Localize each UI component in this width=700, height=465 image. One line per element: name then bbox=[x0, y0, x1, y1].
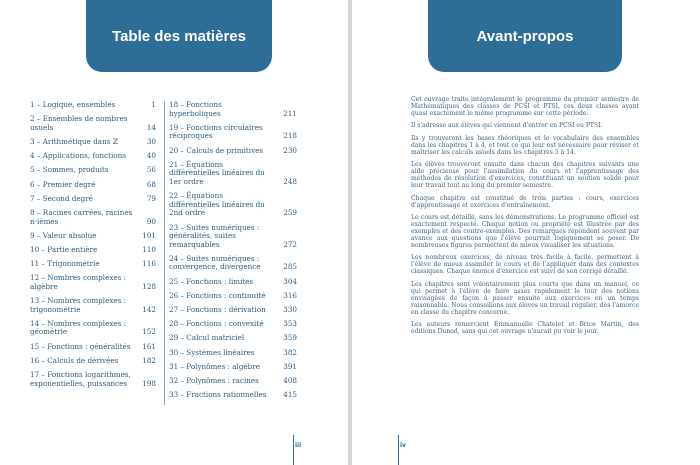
toc-entry[interactable] bbox=[169, 334, 297, 343]
toc-entry-title: 6 – Premier degré bbox=[30, 179, 96, 189]
page-number: iii bbox=[295, 442, 302, 449]
toc-entry[interactable] bbox=[30, 343, 156, 352]
toc-entry-page: 161 bbox=[142, 341, 156, 351]
toc-entry-title: 20 – Calculs de primitives bbox=[169, 145, 264, 155]
toc-entry[interactable] bbox=[30, 101, 156, 110]
toc-entry[interactable] bbox=[30, 232, 156, 241]
toc-entry-title: 21 – Équations différentielles linéaires du 1er ordre bbox=[169, 159, 265, 186]
preface-text bbox=[411, 96, 639, 341]
toc-entry-page: 90 bbox=[146, 216, 156, 226]
toc-entry-title: 7 – Second degré bbox=[30, 193, 93, 203]
toc-entry-page: 359 bbox=[283, 333, 297, 343]
toc-entry-title: 1 – Logique, ensembles bbox=[30, 100, 116, 109]
toc-entry-title: 28 – Fonctions : convexité bbox=[169, 319, 264, 329]
toc-entry-page: 230 bbox=[283, 145, 297, 155]
toc-entry-title: 2 – Ensembles de nombres usuels bbox=[30, 114, 128, 132]
toc-entry-title: 5 – Sommes, produits bbox=[30, 165, 109, 175]
toc-entry-title: 23 – Suites numériques : généralités, suites remarquables bbox=[169, 222, 260, 249]
preface-page bbox=[352, 0, 700, 465]
preface-paragraph: Cet ouvrage traite intégralement le programme du premier semestre de Mathématiques des classes de PCSI et PTSI, ces deux classes ayant quasi exactement le même programme sur cette période. bbox=[411, 96, 639, 117]
preface-paragraph: Les nombreux exercices, de niveau très facile à facile, permettent à l'élève de mieux assimiler le cours et de l'appliquer dans des contextes classiques. Chaque énoncé d'exercice est suivi de son corrigé détaillé. bbox=[411, 254, 639, 276]
toc-entry[interactable] bbox=[169, 349, 297, 358]
toc-page bbox=[0, 0, 348, 465]
toc-entry-title: 27 – Fonctions : dérivation bbox=[169, 305, 266, 315]
toc-column-2 bbox=[164, 101, 297, 405]
toc-entry-page: 182 bbox=[142, 355, 156, 365]
toc-entry-page: 211 bbox=[283, 108, 297, 118]
toc-entry-page: 415 bbox=[283, 390, 297, 400]
toc-title: Table des matières bbox=[112, 27, 246, 45]
toc-entry-page: 56 bbox=[146, 165, 156, 175]
toc-entry[interactable] bbox=[169, 224, 297, 250]
toc-entry-title: 26 – Fonctions : continuité bbox=[169, 290, 266, 300]
toc-entry-page: 40 bbox=[146, 151, 156, 161]
toc-entry-page: 101 bbox=[142, 230, 156, 240]
toc-entry-page: 116 bbox=[142, 259, 156, 269]
toc-entry[interactable] bbox=[30, 371, 156, 388]
preface-paragraph: Il s'adresse aux élèves qui viennent d'entrer en PCSI ou PTSI. bbox=[411, 122, 603, 130]
toc-entry[interactable] bbox=[169, 147, 297, 156]
toc-entry-title: 29 – Calcul matriciel bbox=[169, 333, 245, 343]
toc-entry-page: 110 bbox=[142, 244, 156, 254]
toc-entry[interactable] bbox=[30, 138, 156, 147]
toc-entry-page: 14 bbox=[146, 122, 156, 132]
toc-entry-title: 12 – Nombres complexes : algèbre bbox=[30, 273, 127, 291]
toc-entry-page: 408 bbox=[283, 375, 297, 385]
toc-entry-page: 79 bbox=[146, 193, 156, 203]
toc-entry-title: 16 – Calculs de dérivées bbox=[30, 355, 119, 365]
toc-column-1 bbox=[30, 101, 156, 394]
toc-entry-page: 68 bbox=[146, 179, 156, 189]
toc-entry-title: 32 – Polynômes : racines bbox=[169, 375, 259, 385]
toc-entry[interactable] bbox=[30, 320, 156, 337]
footer-line bbox=[398, 435, 399, 465]
toc-entry-title: 11 – Trigonométrie bbox=[30, 259, 100, 269]
preface-paragraph: Ils y trouveront les bases théoriques et le vocabulaire des ensembles dans les chapitres 1 à 4, et tout ce qui leur est nécessaire pour réviser et maîtriser les calculs usuels dans les chapitres 5 à 14. bbox=[411, 134, 639, 156]
toc-entry-page: 218 bbox=[283, 131, 297, 141]
preface-paragraph: Les auteurs remercient Emmanuelle Chatelet et Brice Martin, des éditions Dunod, sans qui cet ouvrage n'aurait pu voir le jour. bbox=[411, 321, 639, 336]
toc-entry-title: 8 – Racines carrées, racines n-ièmes bbox=[30, 207, 133, 226]
toc-entry-page: 272 bbox=[283, 239, 297, 249]
toc-entry-title: 22 – Équations différentielles linéaires du 2nd ordre bbox=[169, 191, 265, 218]
toc-entry-page: 259 bbox=[283, 208, 297, 218]
toc-entry-title: 17 – Fonctions logarithmes, exponentielles, puissances bbox=[30, 369, 131, 388]
toc-entry-page: 152 bbox=[142, 327, 156, 337]
footer-line bbox=[293, 435, 294, 465]
toc-entry[interactable] bbox=[169, 320, 297, 329]
toc-entry-page: 1 bbox=[151, 100, 156, 109]
preface-paragraph: Les élèves trouveront ensuite dans chacun des chapitres suivants une aide précieuse pour l'assimilation du cours et l'apprentissage des méthodes de résolution d'exercices, constituant un soutien solide pour leur travail tout au long du premier semestre. bbox=[411, 161, 639, 190]
toc-entry[interactable] bbox=[169, 124, 297, 141]
toc-entry-title: 4 – Applications, fonctions bbox=[30, 151, 126, 161]
toc-entry-page: 330 bbox=[283, 305, 297, 315]
toc-entry-page: 30 bbox=[146, 136, 156, 146]
toc-entry[interactable] bbox=[30, 181, 156, 190]
toc-entry[interactable] bbox=[30, 152, 156, 161]
toc-entry-page: 142 bbox=[142, 304, 156, 314]
toc-entry-title: 31 – Polynômes : algèbre bbox=[169, 361, 260, 371]
preface-paragraph: Chaque chapitre est constitué de trois parties : cours, exercices d'apprentissage et exercices d'entraînement. bbox=[411, 194, 639, 209]
toc-entry[interactable] bbox=[30, 357, 156, 366]
toc-entry[interactable] bbox=[169, 306, 297, 315]
toc-entry-title: 13 – Nombres complexes : trigonométrie bbox=[30, 296, 127, 314]
preface-banner bbox=[428, 0, 622, 72]
toc-entry[interactable] bbox=[30, 246, 156, 255]
toc-entry-page: 198 bbox=[142, 378, 156, 388]
toc-entry[interactable] bbox=[169, 161, 297, 187]
toc-entry-page: 248 bbox=[283, 176, 297, 186]
toc-entry-page: 382 bbox=[283, 347, 297, 357]
toc-entry-page: 128 bbox=[142, 281, 156, 291]
toc-entry[interactable] bbox=[30, 274, 156, 291]
toc-entry-title: 24 – Suites numériques : convergence, divergence bbox=[169, 253, 261, 272]
toc-banner bbox=[86, 0, 272, 72]
toc-entry-page: 391 bbox=[283, 361, 297, 371]
toc-entry-page: 316 bbox=[283, 290, 297, 300]
preface-paragraph: Le cours est détaillé, sans les démonstrations. Le programme officiel est exactement respecté. Chaque notion ou propriété est illustrée par des exemples et des contre-exemples. Des remarques répondent souvent par avance aux questions que l'élève pourrait logiquement se poser. De nombreuses figures permettent de mieux visualiser les situations. bbox=[411, 213, 639, 249]
toc-entry[interactable] bbox=[30, 209, 156, 226]
toc-entry[interactable] bbox=[169, 391, 297, 400]
toc-entry[interactable] bbox=[169, 101, 297, 118]
toc-entry[interactable] bbox=[169, 363, 297, 372]
toc-entry-page: 304 bbox=[283, 276, 297, 286]
page-number: iv bbox=[400, 442, 406, 449]
toc-entry[interactable] bbox=[30, 115, 156, 132]
preface-title: Avant-propos bbox=[476, 27, 574, 45]
toc-entry-title: 14 – Nombres complexes : géométrie bbox=[30, 318, 127, 337]
toc-entry[interactable] bbox=[30, 260, 156, 269]
toc-entry[interactable] bbox=[169, 377, 297, 386]
toc-entry-title: 33 – Fractions rationnelles bbox=[169, 390, 267, 400]
toc-entry-title: 9 – Valeur absolue bbox=[30, 230, 97, 240]
toc-entry[interactable] bbox=[169, 255, 297, 272]
toc-entry-title: 10 – Partie entière bbox=[30, 244, 98, 254]
toc-entry[interactable] bbox=[30, 195, 156, 204]
toc-entry-page: 285 bbox=[283, 262, 297, 272]
toc-entry-title: 19 – Fonctions circulaires réciproques bbox=[169, 122, 263, 141]
toc-entry-title: 18 – Fonctions hyperboliques bbox=[169, 100, 222, 118]
preface-paragraph: Les chapitres sont volontairement plus courts que dans un manuel, ce qui permet à l'élève de faire assez rapidement le tour des notions envisagées de façon à passer ensuite aux exercices en un temps raisonnable. Nous conseillons aux élèves un travail régulier, dès l'amorce en classe du chapitre concerné. bbox=[411, 280, 639, 316]
toc-entry[interactable] bbox=[30, 297, 156, 314]
toc-entry-title: 30 – Systèmes linéaires bbox=[169, 347, 255, 357]
toc-entry[interactable] bbox=[169, 278, 297, 287]
toc-entry-title: 3 – Arithmétique dans ℤ bbox=[30, 136, 118, 146]
toc-entry-title: 25 – Fonctions : limites bbox=[169, 276, 254, 286]
toc-entry-page: 353 bbox=[283, 319, 297, 329]
toc-entry[interactable] bbox=[169, 192, 297, 218]
toc-entry[interactable] bbox=[169, 292, 297, 301]
toc-entry-title: 15 – Fonctions : généralités bbox=[30, 341, 131, 351]
toc-entry[interactable] bbox=[30, 166, 156, 175]
